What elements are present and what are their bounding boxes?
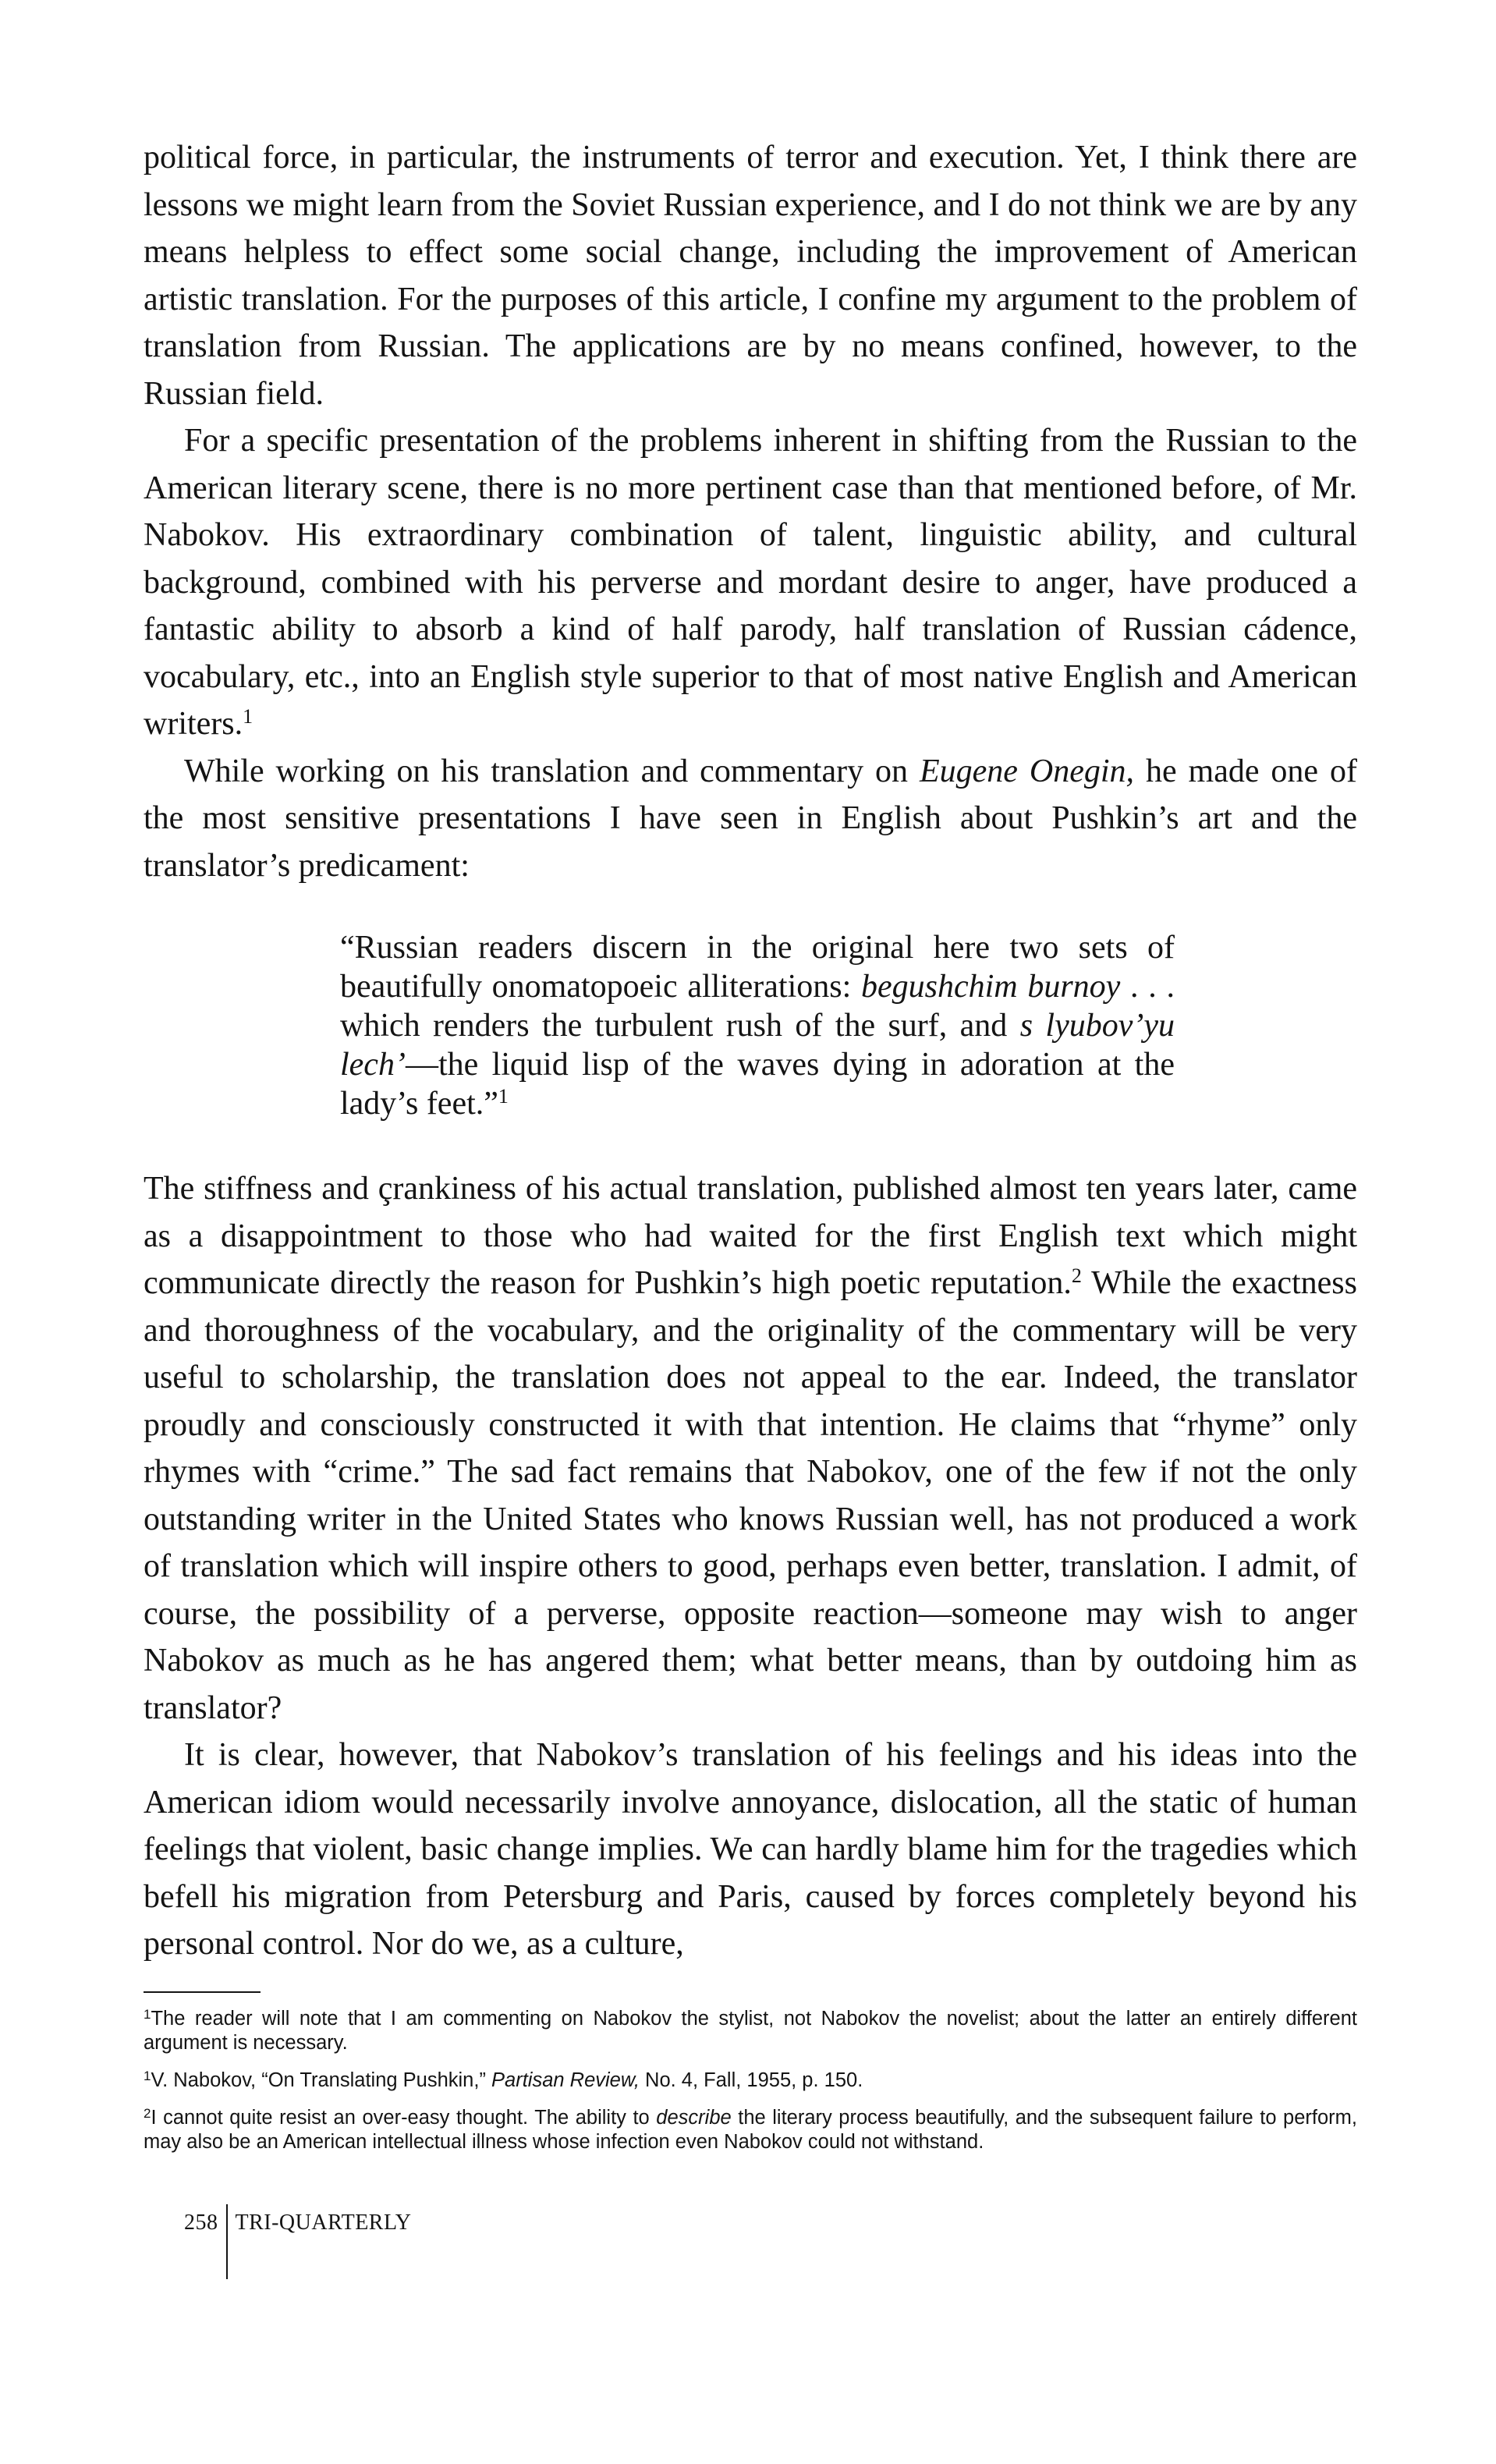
russian-phrase-2: s lyubov’yu lech’ xyxy=(340,1008,1175,1083)
footnote-2: $^1$V. Nabokov, “On Translating Pushkin,” Partisan Review, No. 4, Fall, 1955, p. 150. xyxy=(144,2068,863,2091)
footnote-divider xyxy=(144,1991,261,1993)
body-text-continued xyxy=(144,1165,1357,1968)
book-title: Eugene Onegin, xyxy=(919,753,1135,789)
journal-name: TRI-QUARTERLY xyxy=(235,2210,412,2235)
paragraph-5: It is clear, however, that Nabokov’s translation of his feelings and his ideas into the American idiom would necessarily involve annoyance, dislocation, all the static of human feelings that violent, basic change implies. We can hardly blame him for the tragedies which befell his migration from Petersburg and Paris, caused by forces completely beyond his personal control. Nor do we, as a culture, xyxy=(144,1737,1357,1962)
footnote-1: $^1$The reader will note that I am commenting on Nabokov the stylist, not Nabokov the novelist; about the latter an entirely different argument is necessary. xyxy=(144,2006,1357,2054)
paragraph-2: For a specific presentation of the problems inherent in shifting from the Russian to the American literary scene, there is no more pertinent case than that mentioned before, of Mr. Nabokov. His extraordinary combination of talent, linguistic ability, and cultural background, combined with his perverse and mordant desire to anger, have produced a fantastic ability to absorb a kind of half parody, half translation of Russian cádence, vocabulary, etc., into an English style superior to that of most native English and American writers.$^1$ xyxy=(144,423,1357,742)
body-text xyxy=(144,134,1357,889)
russian-phrase-1: begushchim burnoy xyxy=(860,969,1121,1005)
paragraph-3: While working on his translation and commentary on Eugene Onegin, he made one of the most sensitive presentations I have seen in English about Pushkin’s art and the translator’s predicament: xyxy=(144,753,1357,884)
page-footer xyxy=(184,2204,1357,2279)
footnote-3: $^2$I cannot quite resist an over-easy thought. The ability to describe the literary process beautifully, and the subsequent failure to perform, may also be an American intellectual illness whose infection even Nabokov could not withstand. xyxy=(144,2105,1357,2153)
paragraph-4: The stiffness and çrankiness of his actual translation, published almost ten years later, came as a disappointment to those who had waited for the first English text which might communicate directly the reason for Pushkin’s high poetic reputation.$^2$ While the exactness and thoroughness of the vocabulary, and the originality of the commentary will be very useful to scholarship, the translation does not appeal to the ear. Indeed, the translator proudly and consciously constructed it with that intention. He claims that “rhyme” only rhymes with “crime.” The sad fact remains that Nabokov, one of the few if not the only outstanding writer in the United States who knows Russian well, has not produced a work of translation which will inspire others to good, perhaps even better, translation. I admit, of course, the possibility of a perverse, opposite reaction—someone may wish to anger Nabokov as much as he has angered them; what better means, than by outdoing him as translator? xyxy=(144,1171,1357,1726)
footnote-ref-2: 2 xyxy=(1071,1264,1082,1287)
footnote-ref-quote: 1 xyxy=(498,1085,509,1108)
footnotes xyxy=(144,2007,1357,2154)
paragraph-1: political force, in particular, the instruments of terror and execution. Yet, I think there are lessons we might learn from the Soviet Russian experience, and I do not think we are by any means helpless to effect some social change, including the improvement of American artistic translation. For the purposes of this article, I confine my argument to the problem of translation from Russian. The applications are by no means confined, however, to the Russian field. xyxy=(144,140,1357,412)
page xyxy=(144,134,1357,2279)
block-quote: “Russian readers discern in the original here two sets of beautifully onomatopoeic alliterations: begushchim burnoy . . . which renders the turbulent rush of the surf, and s lyubov’yu lech’—the liquid lisp of the waves dying in adoration at the lady’s feet.”$^1$ xyxy=(340,930,1175,1122)
page-number: 258 xyxy=(184,2210,218,2235)
footnote-ref-1: 1 xyxy=(243,705,253,728)
